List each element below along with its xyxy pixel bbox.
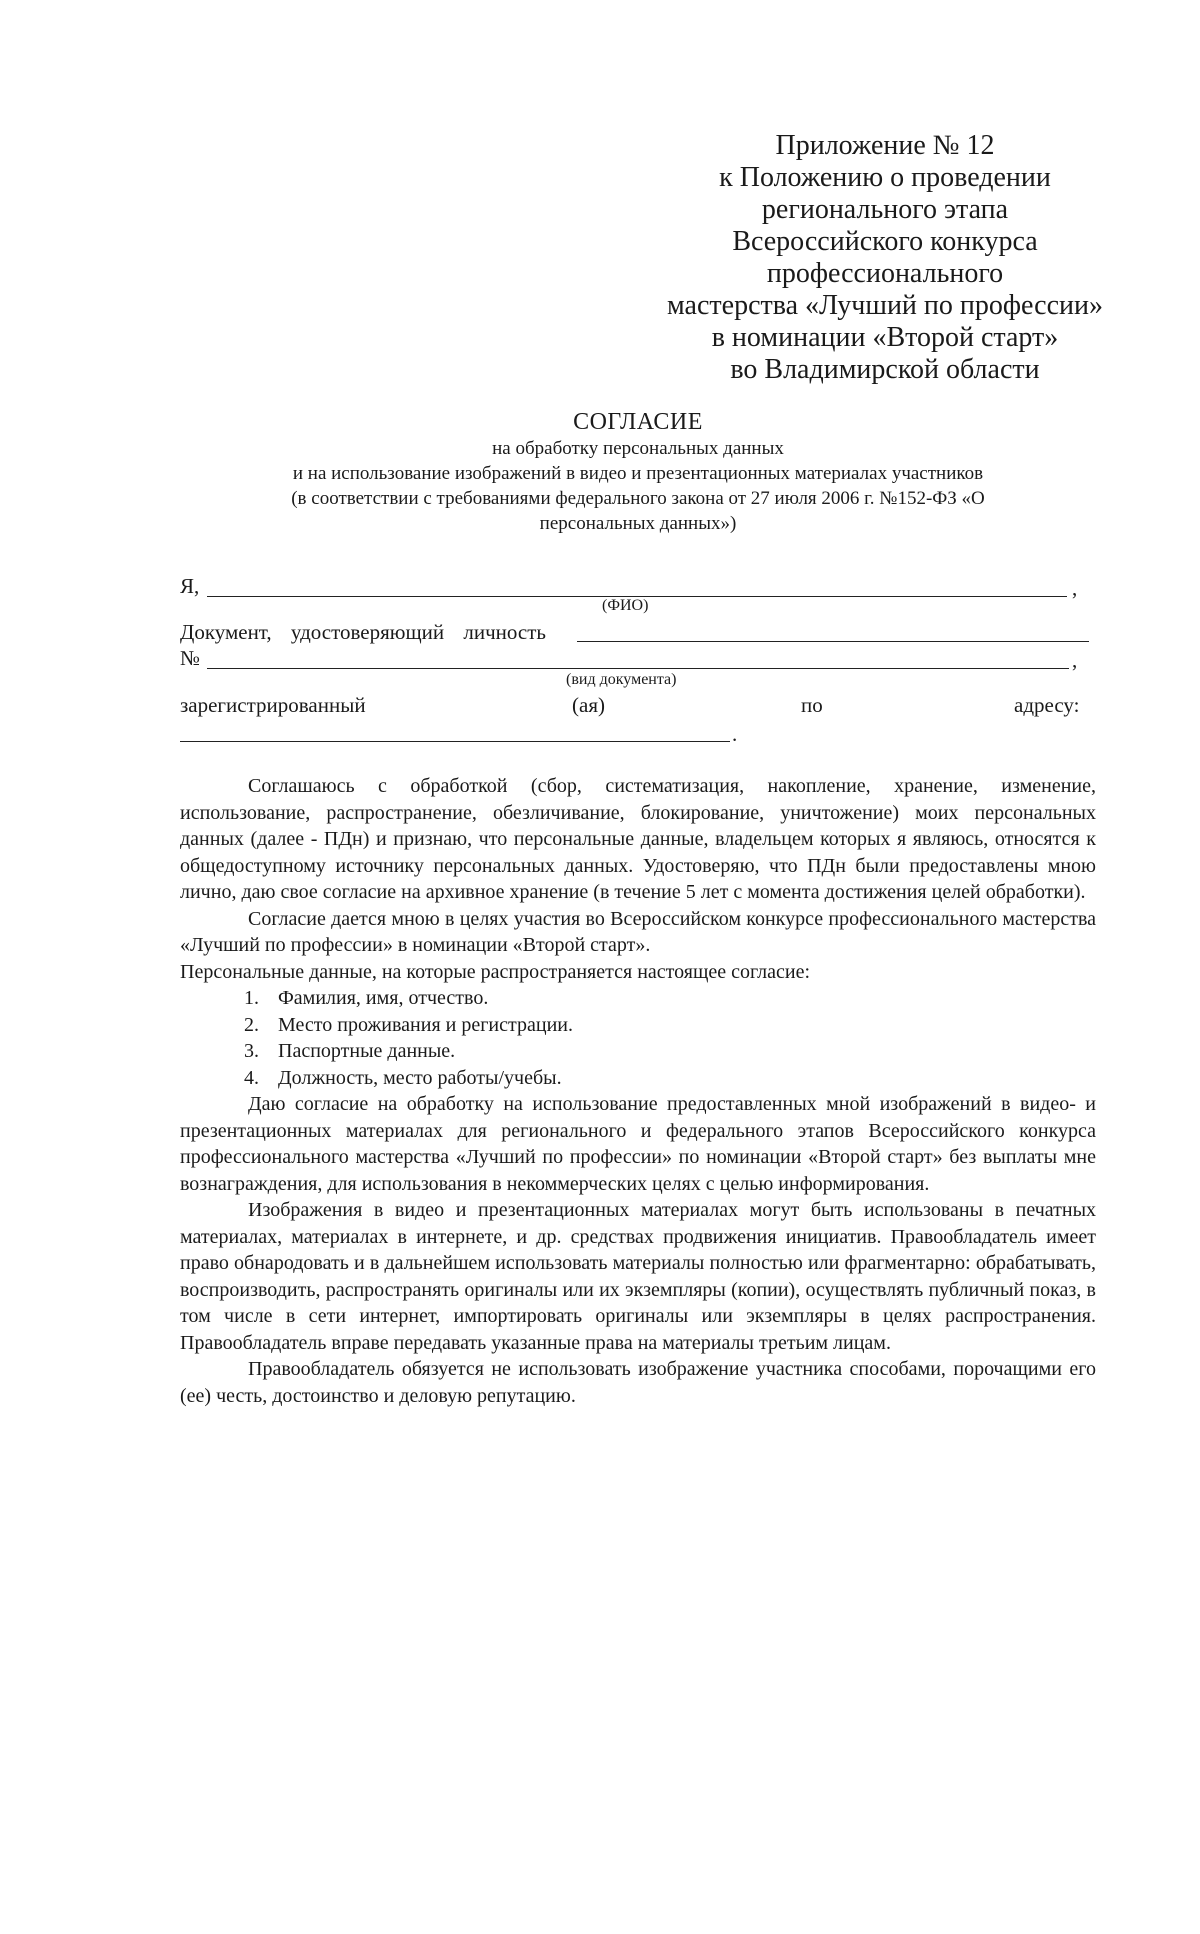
appendix-line: Приложение № 12 (775, 130, 995, 161)
list-item-text: Фамилия, имя, отчество. (278, 987, 489, 1009)
appendix-line: к Положению о проведении (719, 162, 1051, 193)
i-label: Я, (180, 574, 200, 598)
document-field-line[interactable] (577, 641, 1089, 642)
list-item (244, 1065, 1096, 1092)
consent-subtitle-3: (в соответствии с требованиями федерального закона от 27 июля 2006 г. №152-ФЗ «О (291, 488, 985, 509)
appendix-line: в номинации «Второй старт» (711, 322, 1059, 353)
number-field-line[interactable] (207, 668, 1069, 669)
appendix-line: профессионального (766, 258, 1004, 289)
appendix-line: Всероссийского конкурса (732, 226, 1038, 257)
consent-subtitle-2: и на использование изображений в видео и презентационных материалах участников (292, 463, 984, 484)
fio-comma: , (1072, 576, 1078, 600)
list-item (244, 1012, 1096, 1039)
paragraph-obligation: Правообладатель обязуется не использовать изображение участника способами, порочащими его (ее) честь, достоинство и деловую репутацию. (180, 1358, 1096, 1407)
list-item-text: Место проживания и регистрации. (278, 1013, 573, 1036)
paragraph-image-consent: Даю согласие на обработку на использование предоставленных мной изображений в видео- и презентационных материалах для регионального и федерального этапов Всероссийского конкурса профессионального мастерства «Лучший по профессии» по номинации «Второй старт» без выплаты мне вознаграждения, для использования в некоммерческих целях с целью информирования. (180, 1093, 1096, 1195)
registered-suffix: (ая) (572, 693, 605, 717)
list-item-text: Паспортные данные. (278, 1040, 456, 1062)
paragraph-data-scope: Персональные данные, на которые распространяется настоящее согласие: (180, 960, 811, 983)
fio-caption: (ФИО) (602, 597, 649, 614)
appendix-line: мастерства «Лучший по профессии» (667, 290, 1103, 321)
consent-subtitle-1: на обработку персональных данных (492, 438, 784, 459)
personal-data-list (180, 985, 1096, 1091)
number-comma: , (1072, 648, 1078, 672)
consent-subtitle-4: персональных данных») (539, 513, 737, 534)
paragraph-image-usage: Изображения в видео и презентационных материалах могут быть использованы в печатных материалах, материалах в интернете, и др. средствах продвижения инициатив. Правообладатель имеет право обнародовать и в дальнейшем использовать материалы полностью или фрагментарно: обрабатывать, воспроизводить, распространять оригиналы или их экземпляры (копии), осуществлять публичный показ, в том числе в сети интернет, импортировать оригиналы или экземпляры в целях распространения. Правообладатель вправе передавать указанные права на материалы третьим лицам. (180, 1199, 1096, 1354)
doc-type-caption: (вид документа) (566, 671, 677, 688)
address-field-line[interactable] (180, 741, 730, 742)
paragraph-purpose: Согласие дается мною в целях участия во Всероссийском конкурсе профессионального мастерства «Лучший по профессии» в номинации «Второй старт». (180, 907, 1096, 956)
registered-po: по (801, 693, 823, 717)
address-period: . (732, 722, 738, 746)
appendix-line: регионального этапа (761, 194, 1009, 225)
appendix-line: во Владимирской области (730, 354, 1040, 385)
consent-title-block (180, 408, 1096, 536)
consent-heading: СОГЛАСИЕ (573, 409, 703, 435)
document-label: Документ, удостоверяющий личность (180, 620, 546, 644)
list-item (244, 985, 1096, 1012)
list-item-number: 4. (244, 1066, 259, 1089)
registered-label: зарегистрированный (180, 693, 366, 717)
list-item (244, 1038, 1096, 1065)
consent-body (180, 773, 1096, 1409)
paragraph-processing: Соглашаюсь с обработкой (сбор, систематизация, накопление, хранение, изменение, использование, распространение, обезличивание, блокирование, уничтожение) моих персональных данных (далее - ПДн) и признаю, что персональные данные, владельцем которых я являюсь, относятся к общедоступному источнику персональных данных. Удостоверяю, что ПДн были предоставлены мною лично, даю свое согласие на архивное хранение (в течение 5 лет с момента достижения целей обработки). (180, 775, 1096, 903)
list-item-number: 2. (244, 1013, 259, 1036)
list-item-number: 1. (244, 987, 259, 1009)
registered-address-label: адресу: (1014, 693, 1080, 717)
appendix-header (650, 130, 1120, 386)
list-item-text: Должность, место работы/учебы. (278, 1066, 562, 1089)
list-item-number: 3. (244, 1040, 259, 1062)
number-label: № (180, 646, 201, 670)
